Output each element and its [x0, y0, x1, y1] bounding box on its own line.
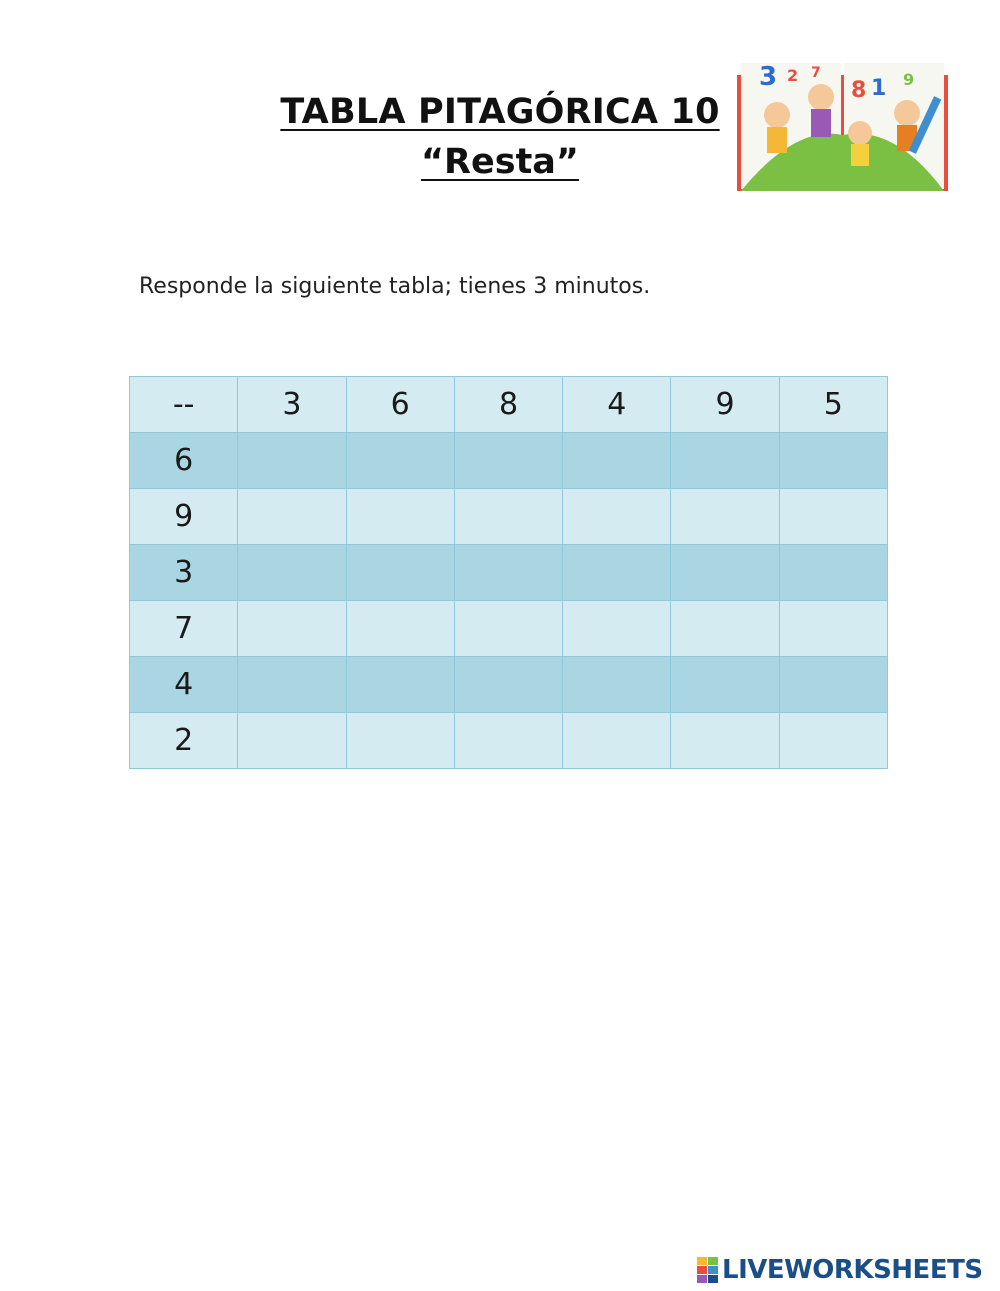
answer-cell[interactable] — [671, 713, 779, 769]
column-header: 3 — [238, 377, 346, 433]
answer-cell[interactable] — [346, 601, 454, 657]
row-header: 3 — [130, 545, 238, 601]
answer-cell[interactable] — [238, 601, 346, 657]
answer-cell[interactable] — [454, 433, 562, 489]
column-header: 8 — [454, 377, 562, 433]
illustration-number: 1 — [871, 76, 887, 101]
liveworksheets-logo[interactable] — [697, 1254, 983, 1286]
corner-cell: -- — [130, 377, 238, 433]
answer-cell[interactable] — [454, 601, 562, 657]
answer-cell[interactable] — [563, 433, 671, 489]
answer-cell[interactable] — [671, 657, 779, 713]
answer-cell[interactable] — [238, 545, 346, 601]
table-row — [130, 713, 888, 769]
answer-cell[interactable] — [779, 601, 887, 657]
illustration-number: 8 — [851, 78, 867, 103]
answer-cell[interactable] — [346, 713, 454, 769]
answer-cell[interactable] — [779, 545, 887, 601]
table-row — [130, 601, 888, 657]
answer-cell[interactable] — [563, 545, 671, 601]
answer-cell[interactable] — [454, 489, 562, 545]
answer-cell[interactable] — [563, 601, 671, 657]
logo-blocks-icon — [697, 1257, 719, 1283]
answer-cell[interactable] — [238, 657, 346, 713]
illustration-number: 2 — [787, 66, 799, 85]
answer-cell[interactable] — [671, 601, 779, 657]
answer-cell[interactable] — [779, 489, 887, 545]
row-header: 7 — [130, 601, 238, 657]
row-header: 4 — [130, 657, 238, 713]
illustration-number: 9 — [903, 70, 915, 89]
answer-cell[interactable] — [671, 433, 779, 489]
answer-cell[interactable] — [779, 433, 887, 489]
answer-cell[interactable] — [671, 545, 779, 601]
table-row — [130, 433, 888, 489]
row-header: 6 — [130, 433, 238, 489]
column-header: 9 — [671, 377, 779, 433]
header-row — [130, 377, 888, 433]
answer-cell[interactable] — [454, 657, 562, 713]
row-header: 9 — [130, 489, 238, 545]
answer-cell[interactable] — [346, 657, 454, 713]
column-header: 5 — [779, 377, 887, 433]
illustration-number: 3 — [759, 62, 778, 92]
answer-cell[interactable] — [454, 713, 562, 769]
answer-cell[interactable] — [779, 657, 887, 713]
column-header: 6 — [346, 377, 454, 433]
kids-book-illustration — [735, 55, 950, 191]
answer-cell[interactable] — [238, 713, 346, 769]
table-row — [130, 489, 888, 545]
worksheet-title: TABLA PITAGÓRICA 10 — [280, 92, 720, 132]
table-row — [130, 657, 888, 713]
answer-cell[interactable] — [454, 545, 562, 601]
subtraction-table — [129, 376, 888, 769]
answer-cell[interactable] — [346, 545, 454, 601]
answer-cell[interactable] — [346, 433, 454, 489]
logo-text: LIVEWORKSHEETS — [722, 1255, 983, 1285]
answer-cell[interactable] — [671, 489, 779, 545]
worksheet-subtitle: “Resta” — [421, 142, 579, 182]
row-header: 2 — [130, 713, 238, 769]
instruction-text: Responde la siguiente tabla; tienes 3 minutos. — [139, 274, 651, 299]
column-header: 4 — [563, 377, 671, 433]
answer-cell[interactable] — [563, 657, 671, 713]
answer-cell[interactable] — [346, 489, 454, 545]
answer-cell[interactable] — [563, 713, 671, 769]
illustration-number: 7 — [811, 65, 821, 81]
table-row — [130, 545, 888, 601]
answer-cell[interactable] — [563, 489, 671, 545]
answer-cell[interactable] — [779, 713, 887, 769]
answer-cell[interactable] — [238, 433, 346, 489]
answer-cell[interactable] — [238, 489, 346, 545]
